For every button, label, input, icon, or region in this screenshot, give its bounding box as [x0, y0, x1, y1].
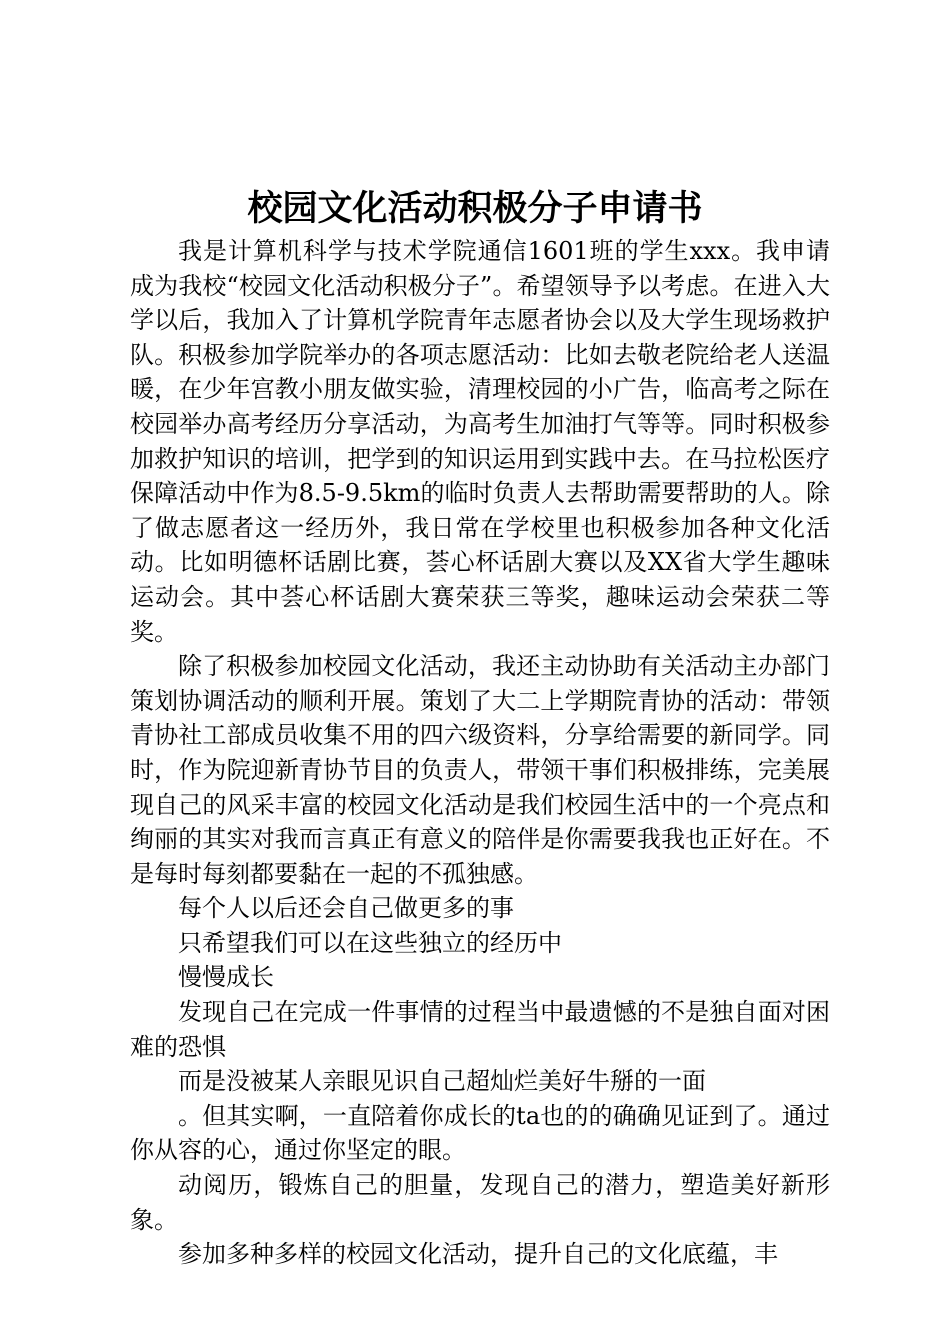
paragraph: 每个人以后还会自己做更多的事	[178, 894, 514, 923]
document-title: 校园文化活动积极分子申请书	[247, 189, 703, 229]
paragraph: 而是没被某人亲眼见识自己超灿烂美好牛掰的一面	[178, 1067, 706, 1096]
paragraph: 慢慢成长	[178, 963, 274, 992]
paragraph: 我是计算机科学与技术学院通信1601班的学生xxx。我申请成为我校“校园文化活动积极分子”。希望领导予以考虑。在进入大学以后，我加入了计算机学院青年志愿者协会以及大学生现场救护队。积极参加学院举办的各项志愿活动：比如去敬老院给老人送温暖，在少年宫教小朋友做实验，清理校园的小广告，临高考之际在校园举办高考经历分享活动，为高考生加油打气等等。同时积极参加救护知识的培训，把学到的知识运用到实践中去。在马拉松医疗保障活动中作为8.5-9.5km的临时负责人去帮助需要帮助的人。除了做志愿者这一经历外，我日常在学校里也积极参加各种文化活动。比如明德杯话剧比赛，荟心杯话剧大赛以及XX省大学生趣味运动会。其中荟心杯话剧大赛荣获三等奖，趣味运动会荣获二等奖。	[130, 237, 830, 646]
paragraph: 参加多种多样的校园文化活动，提升自己的文化底蕴，丰	[178, 1240, 778, 1269]
paragraph: 。但其实啊，一直陪着你成长的ta也的的确确见证到了。通过你从容的心，通过你坚定的眼。	[130, 1101, 830, 1165]
paragraph: 发现自己在完成一件事情的过程当中最遗憾的不是独自面对困难的恐惧	[130, 998, 830, 1061]
paragraph: 只希望我们可以在这些独立的经历中	[178, 928, 562, 957]
document-body	[130, 234, 830, 1272]
paragraph: 动阅历，锻炼自己的胆量，发现自己的潜力，塑造美好新形象。	[130, 1171, 830, 1234]
paragraph: 除了积极参加校园文化活动，我还主动协助有关活动主办部门策划协调活动的顺利开展。策划了大二上学期院青协的活动：带领青协社工部成员收集不用的四六级资料，分享给需要的新同学。同时，作为院迎新青协节目的负责人，带领干事们积极排练，完美展现自己的风采丰富的校园文化活动是我们校园生活中的一个亮点和绚丽的其实对我而言真正有意义的陪伴是你需要我我也正好在。不是每时每刻都要黏在一起的不孤独感。	[130, 652, 830, 888]
